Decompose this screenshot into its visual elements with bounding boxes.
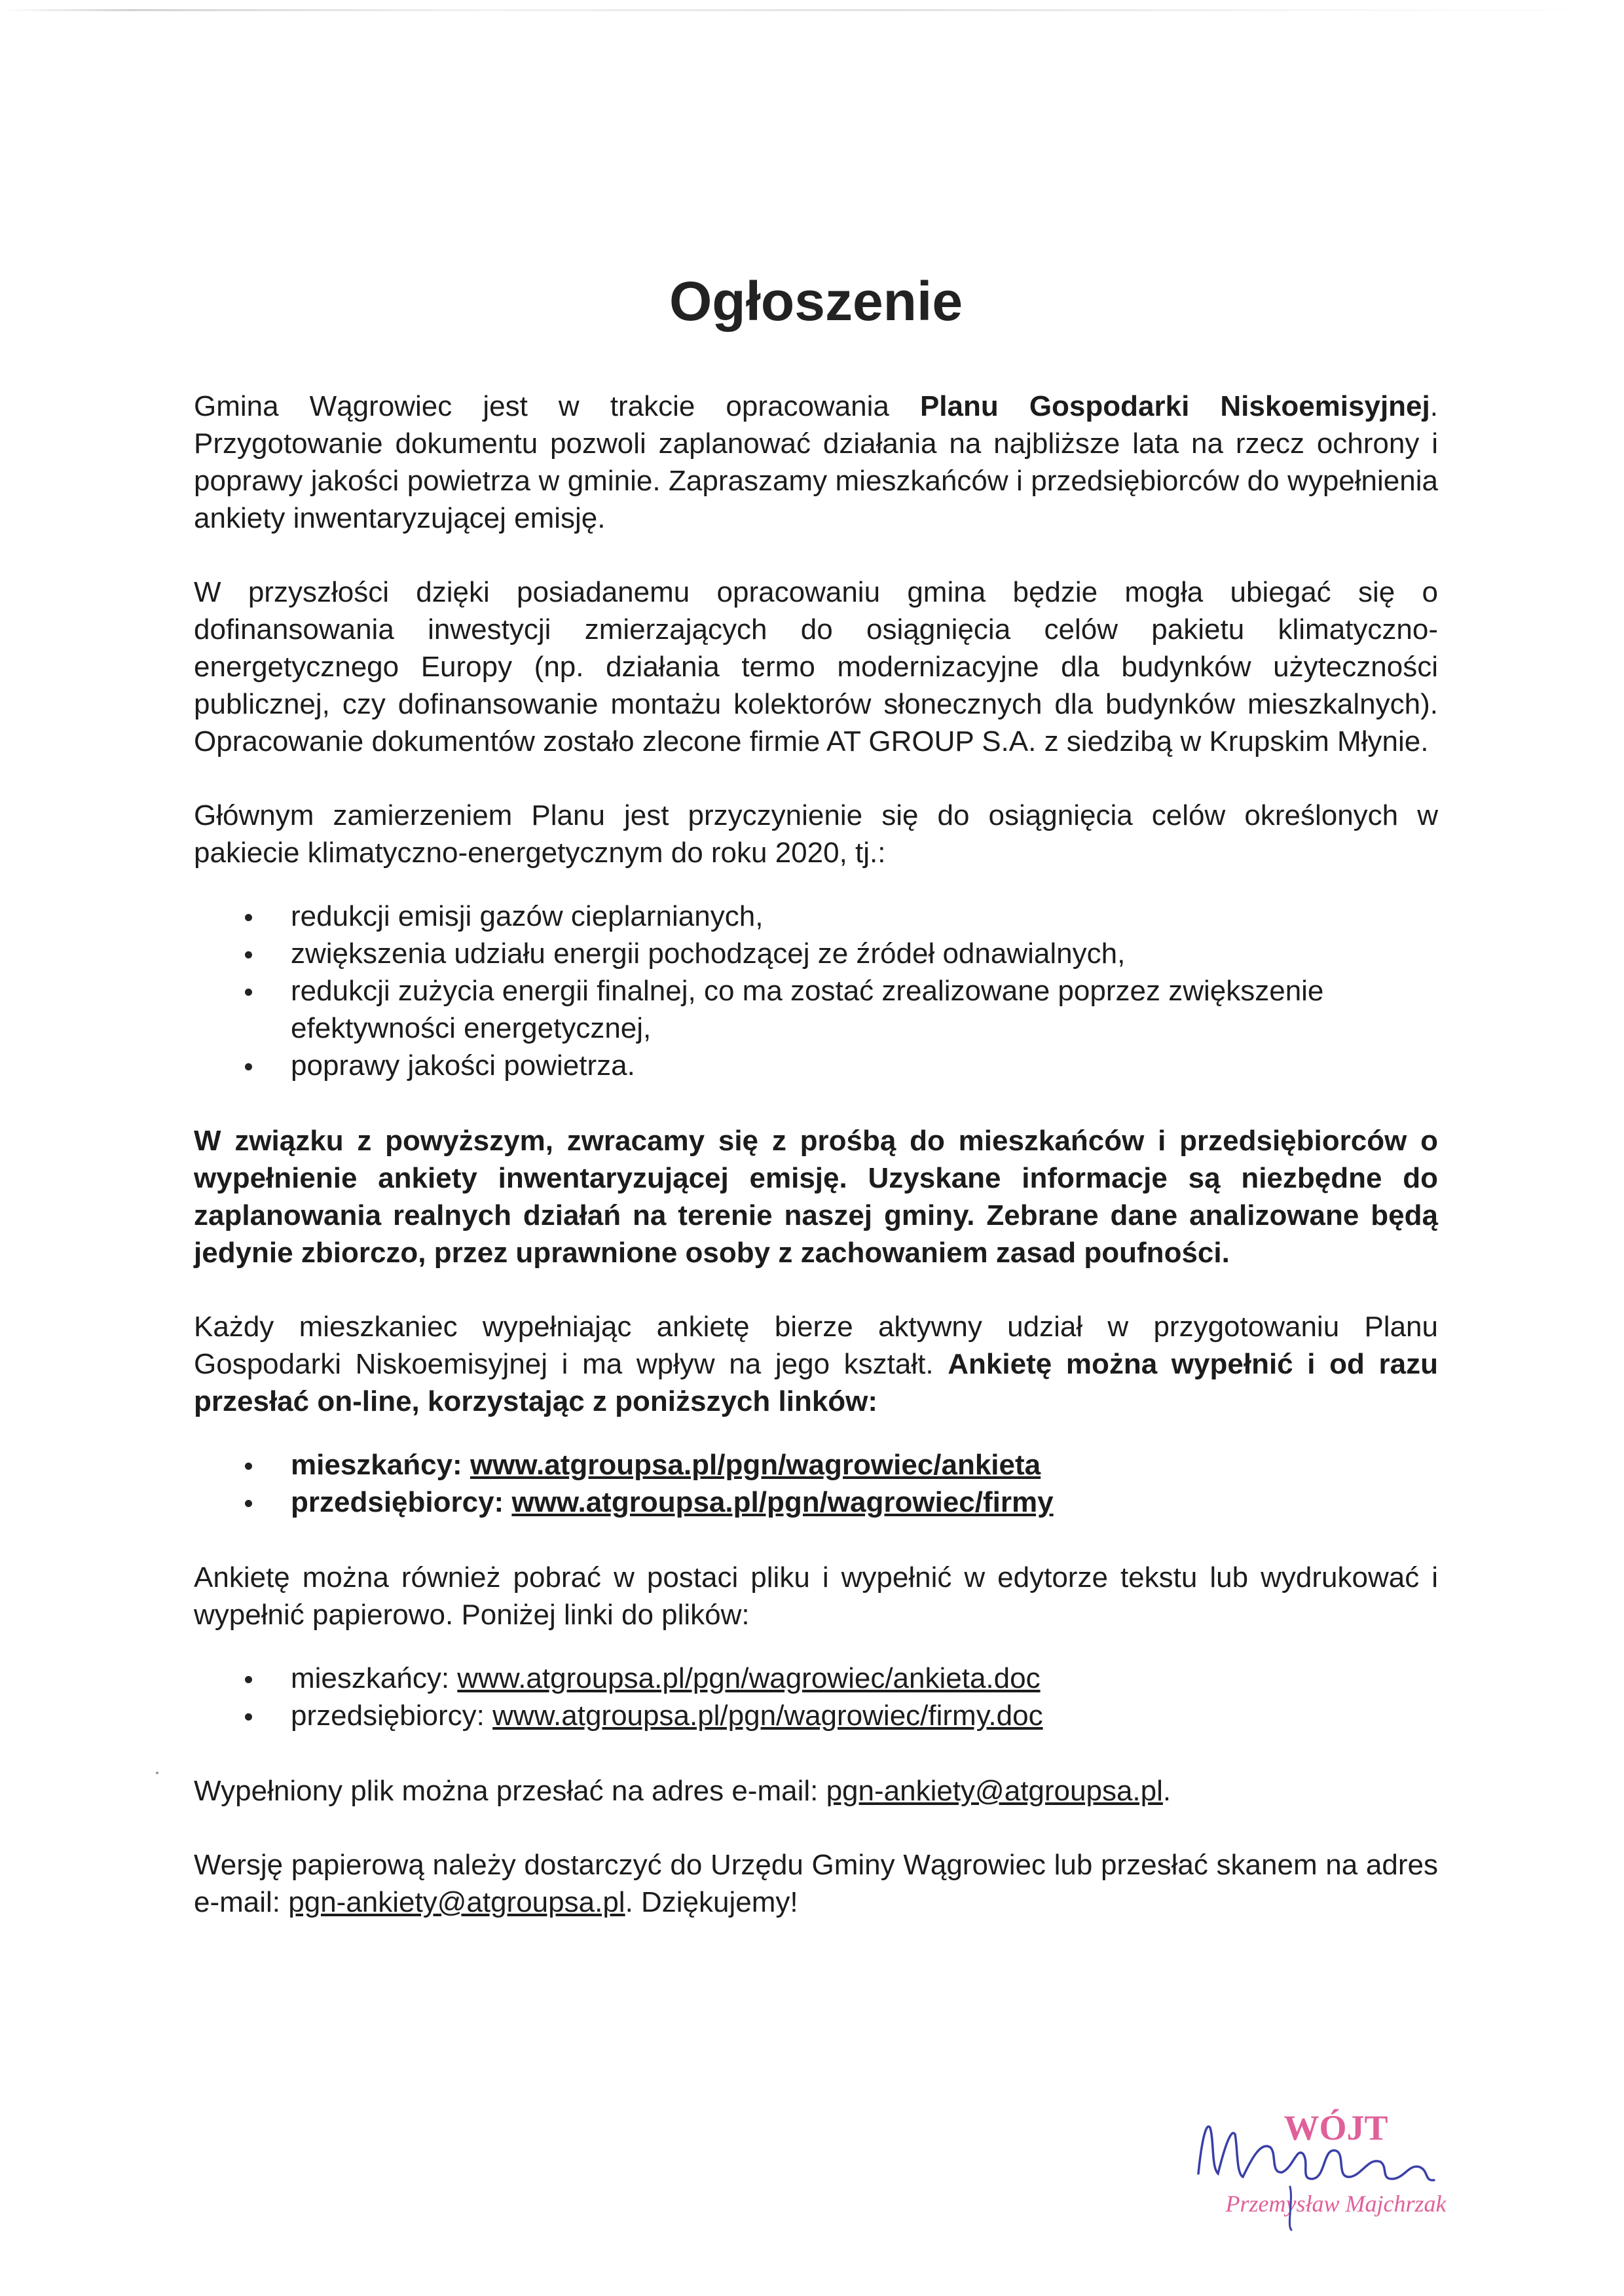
future-paragraph: W przyszłości dzięki posiadanemu opracowaniu gmina będzie mogła ubiegać się o dofinansowania inwestycji zmierzających do osiągnięcia celów pakietu klimatyczno-energetycznego Europy (np. działania termo modernizacyjne dla budynków użyteczności publicznej, czy dofinansowanie montażu kolektorów słonecznych dla budynków mieszkalnych). Opracowanie dokumentów zostało zlecone firmie AT GROUP S.A. z siedzibą w Krupskim Młynie.	[194, 576, 1438, 757]
link-label: przedsiębiorcy:	[291, 1486, 512, 1518]
signature-tail	[1289, 2187, 1291, 2230]
business-survey-link[interactable]: www.atgroupsa.pl/pgn/wagrowiec/firmy	[511, 1486, 1054, 1518]
download-paragraph: Ankietę można również pobrać w postaci pliku i wypełnić w edytorze tekstu lub wydrukować i wypełnić papierowo. Poniżej linki do plików:	[194, 1561, 1438, 1631]
scan-artifact-dot	[156, 1772, 158, 1774]
stamp-name: Przemysław Majchrzak	[1225, 2191, 1447, 2217]
list-item: zwiększenia udziału energii pochodzącej ze źródeł odnawialnych,	[291, 935, 1438, 972]
paper-text: Wersję papierową należy dostarczyć do Urzędu Gminy Wągrowiec lub przesłać skanem na adres e-mail:	[194, 1849, 1438, 1918]
link-label: przedsiębiorcy:	[291, 1700, 493, 1732]
request-paragraph: W związku z powyższym, zwracamy się z prośbą do mieszkańców i przedsiębiorców o wypełnienie ankiety inwentaryzującej emisję. Uzyskane informacje są niezbędne do zaplanowania realnych działań na terenie naszej gminy. Zebrane dane analizowane będą jedynie zbiorczo, przez uprawnione osoby z zachowaniem zasad poufności.	[194, 1125, 1438, 1269]
goals-intro-paragraph: Głównym zamierzeniem Planu jest przyczynienie się do osiągnięcia celów określonych w pakiecie klimatyczno-energetycznym do roku 2020, tj.:	[194, 799, 1438, 869]
email-text: Wypełniony plik można przesłać na adres e-mail:	[194, 1775, 826, 1807]
residents-doc-link[interactable]: www.atgroupsa.pl/pgn/wagrowiec/ankieta.doc	[457, 1662, 1041, 1694]
list-item	[291, 1446, 1438, 1484]
email-link[interactable]: pgn-ankiety@atgroupsa.pl	[826, 1775, 1163, 1807]
link-label: mieszkańcy:	[291, 1662, 458, 1694]
paper-text-end: . Dziękujemy!	[625, 1886, 798, 1918]
participation-paragraph	[194, 1308, 1438, 1420]
intro-text-cont: . Przygotowanie dokumentu pozwoli zaplanować działania na najbliższe lata na rzecz ochrony i poprawy jakości powietrza w gminie. Zapraszamy mieszkańców i przedsiębiorców do wypełnienia ankiety inwentaryzującej emisję.	[194, 390, 1438, 534]
list-item: redukcji emisji gazów cieplarnianych,	[291, 898, 1438, 935]
stamp-title: WÓJT	[1283, 2108, 1388, 2147]
list-item: poprawy jakości powietrza.	[291, 1047, 1438, 1084]
announcement-body	[194, 268, 1438, 1958]
scan-artifact-line	[0, 9, 1624, 11]
list-item: redukcji zużycia energii finalnej, co ma zostać zrealizowane poprzez zwiększenie efektywności energetycznej,	[291, 972, 1438, 1047]
intro-text: Gmina Wągrowiec jest w trakcie opracowania	[194, 390, 920, 422]
file-links-list	[194, 1660, 1438, 1734]
residents-survey-link[interactable]: www.atgroupsa.pl/pgn/wagrowiec/ankieta	[470, 1449, 1041, 1481]
page-title: Ogłoszenie	[669, 270, 963, 332]
email-text-end: .	[1162, 1775, 1172, 1807]
intro-paragraph	[194, 388, 1438, 537]
online-links-list	[194, 1446, 1438, 1521]
link-label: mieszkańcy:	[291, 1449, 470, 1481]
goals-list	[194, 898, 1438, 1084]
online-instructions: Ankietę można wypełnić i od razu przesłać on-line, korzystając z poniższych linków:	[194, 1348, 1439, 1417]
list-item	[291, 1660, 1438, 1697]
participation-text: Każdy mieszkaniec wypełniając ankietę bierze aktywny udział w przygotowaniu Planu Gospodarki Niskoemisyjnej i ma wpływ na jego kształt.	[194, 1311, 1438, 1380]
email-paragraph	[194, 1772, 1438, 1810]
email-link-2[interactable]: pgn-ankiety@atgroupsa.pl	[288, 1886, 625, 1918]
paper-paragraph	[194, 1846, 1438, 1921]
business-doc-link[interactable]: www.atgroupsa.pl/pgn/wagrowiec/firmy.doc	[492, 1700, 1043, 1732]
signature-stamp	[1172, 2102, 1486, 2232]
list-item	[291, 1484, 1438, 1521]
plan-name: Planu Gospodarki Niskoemisyjnej	[919, 390, 1430, 422]
list-item	[291, 1697, 1438, 1734]
